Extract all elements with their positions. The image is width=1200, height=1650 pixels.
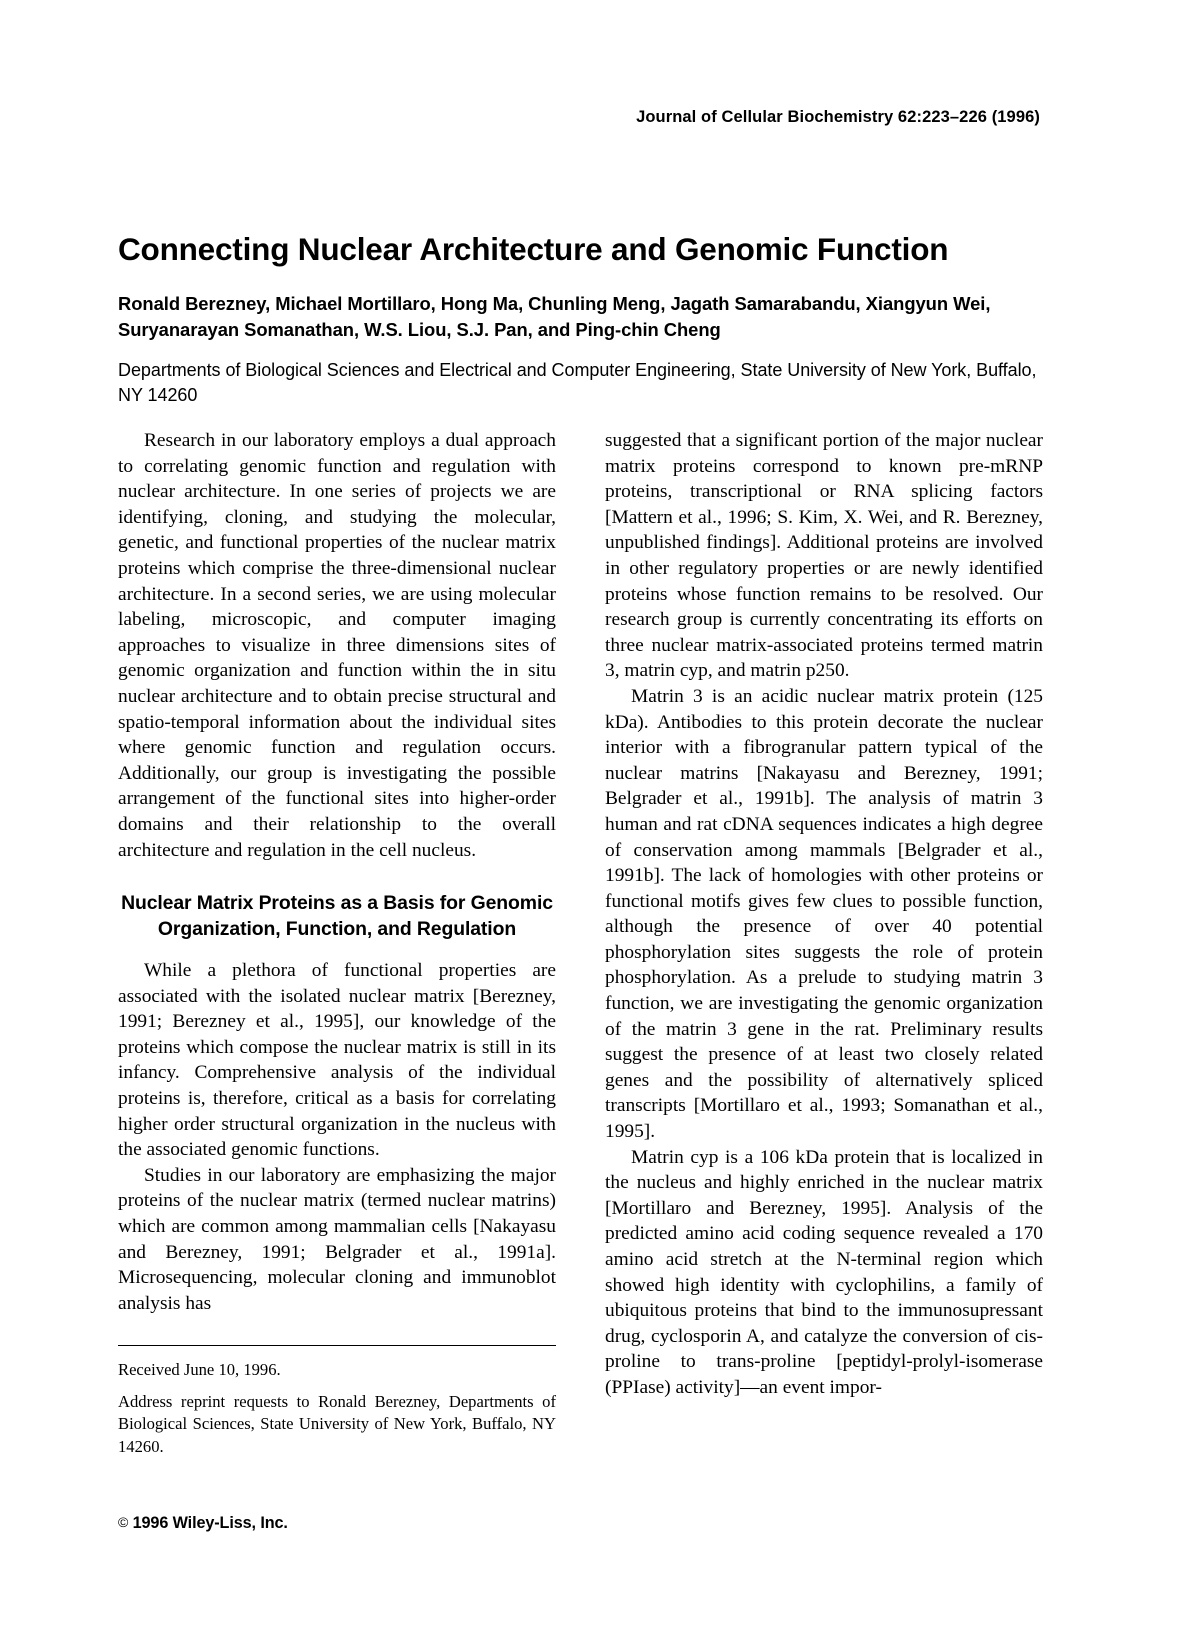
paragraph: While a plethora of functional properties are associated with the isolated nuclear matrix [Berezney, 1991; Berezney et al., 1995], our knowledge of the proteins which compose the nuclear matrix is still in its infancy. Comprehensive analysis of the individual proteins is, therefore, critical as a basis for correlating higher order structural organization in the nucleus with the associated genomic functions.	[118, 960, 556, 1161]
footnote-reprint-requests: Address reprint requests to Ronald Berezney, Departments of Biological Sciences, State University of New York, Buffalo, NY 14260.	[118, 1391, 556, 1456]
paragraph: Matrin 3 is an acidic nuclear matrix protein (125 kDa). Antibodies to this protein decorate the nuclear interior with a fibrogranular pattern typical of the nuclear matrins [Nakayasu and Berezney, 1991; Belgrader et al., 1991b]. The analysis of matrin 3 human and rat cDNA sequences indicates a high degree of conservation among mammals [Belgrader et al., 1991b]. The lack of homologies with other proteins or functional motifs gives few clues to possible function, although the presence of over 40 potential phosphorylation sites suggests the role of protein phosphorylation. As a prelude to studying matrin 3 function, we are investigating the genomic organization of the matrin 3 gene in the rat. Preliminary results suggest the presence of at least two closely related genes and the possibility of alternatively spliced transcripts [Mortillaro et al., 1993; Somanathan et al., 1995].	[605, 685, 1043, 1143]
copyright-text: 1996 Wiley-Liss, Inc.	[132, 1514, 288, 1532]
copyright-notice	[118, 1514, 288, 1533]
author-list: Ronald Berezney, Michael Mortillaro, Hong Ma, Chunling Meng, Jagath Samarabandu, Xiangyun Wei, Suryanarayan Somanathan, W.S. Liou, S.J. Pan, and Ping-chin Cheng	[118, 293, 991, 341]
journal-running-head: Journal of Cellular Biochemistry 62:223–226 (1996)	[636, 108, 1040, 126]
copyright-icon: ©	[118, 1514, 129, 1530]
article-title: Connecting Nuclear Architecture and Genomic Function	[118, 231, 949, 267]
footnote-received-date: Received June 10, 1996.	[118, 1360, 281, 1379]
footnote-block	[118, 1345, 556, 1458]
paragraph: Studies in our laboratory are emphasizing the major proteins of the nuclear matrix (termed nuclear matrins) which are common among mammalian cells [Nakayasu and Berezney, 1991; Belgrader et al., 1991a]. Microsequencing, molecular cloning and immunoblot analysis has	[118, 1164, 556, 1314]
section-heading: Nuclear Matrix Proteins as a Basis for Genomic Organization, Function, and Regulation	[121, 892, 553, 940]
paragraph: Matrin cyp is a 106 kDa protein that is localized in the nucleus and highly enriched in the nuclear matrix [Mortillaro and Berezney, 1995]. Analysis of the predicted amino acid coding sequence revealed a 170 amino acid stretch at the N-terminal region which showed high identity with cyclophilins, a family of ubiquitous proteins that bind to the immunosupressant drug, cyclosporin A, and catalyze the conversion of cis-proline to trans-proline [peptidyl-prolyl-isomerase (PPIase) activity]—an event impor-	[605, 1146, 1043, 1398]
paragraph: Research in our laboratory employs a dual approach to correlating genomic function and regulation with nuclear architecture. In one series of projects we are identifying, cloning, and studying the molecular, genetic, and functional properties of the nuclear matrix proteins which comprise the three-dimensional nuclear architecture. In a second series, we are using molecular labeling, microscopic, and computer imaging approaches to visualize in three dimensions sites of genomic organization and function within the in situ nuclear architecture and to obtain precise structural and spatio-temporal information about the individual sites where genomic function and regulation occurs. Additionally, our group is investigating the possible arrangement of the functional sites into higher-order domains and their relationship to the overall architecture and regulation in the cell nucleus.	[118, 430, 556, 861]
author-affiliation: Departments of Biological Sciences and Electrical and Computer Engineering, State University of New York, Buffalo, NY 14260	[118, 359, 1037, 406]
title-block	[118, 232, 1043, 409]
footnote-rule	[118, 1345, 556, 1346]
column-right	[605, 428, 1043, 1548]
paragraph: suggested that a significant portion of the major nuclear matrix proteins correspond to known pre-mRNP proteins, transcriptional or RNA splicing factors [Mattern et al., 1996; S. Kim, X. Wei, and R. Berezney, unpublished findings]. Additional proteins are involved in other regulatory properties or are newly identified proteins whose function remains to be resolved. Our research group is currently concentrating its efforts on three nuclear matrix-associated proteins termed matrin 3, matrin cyp, and matrin p250.	[605, 430, 1043, 682]
column-left	[118, 428, 556, 1333]
